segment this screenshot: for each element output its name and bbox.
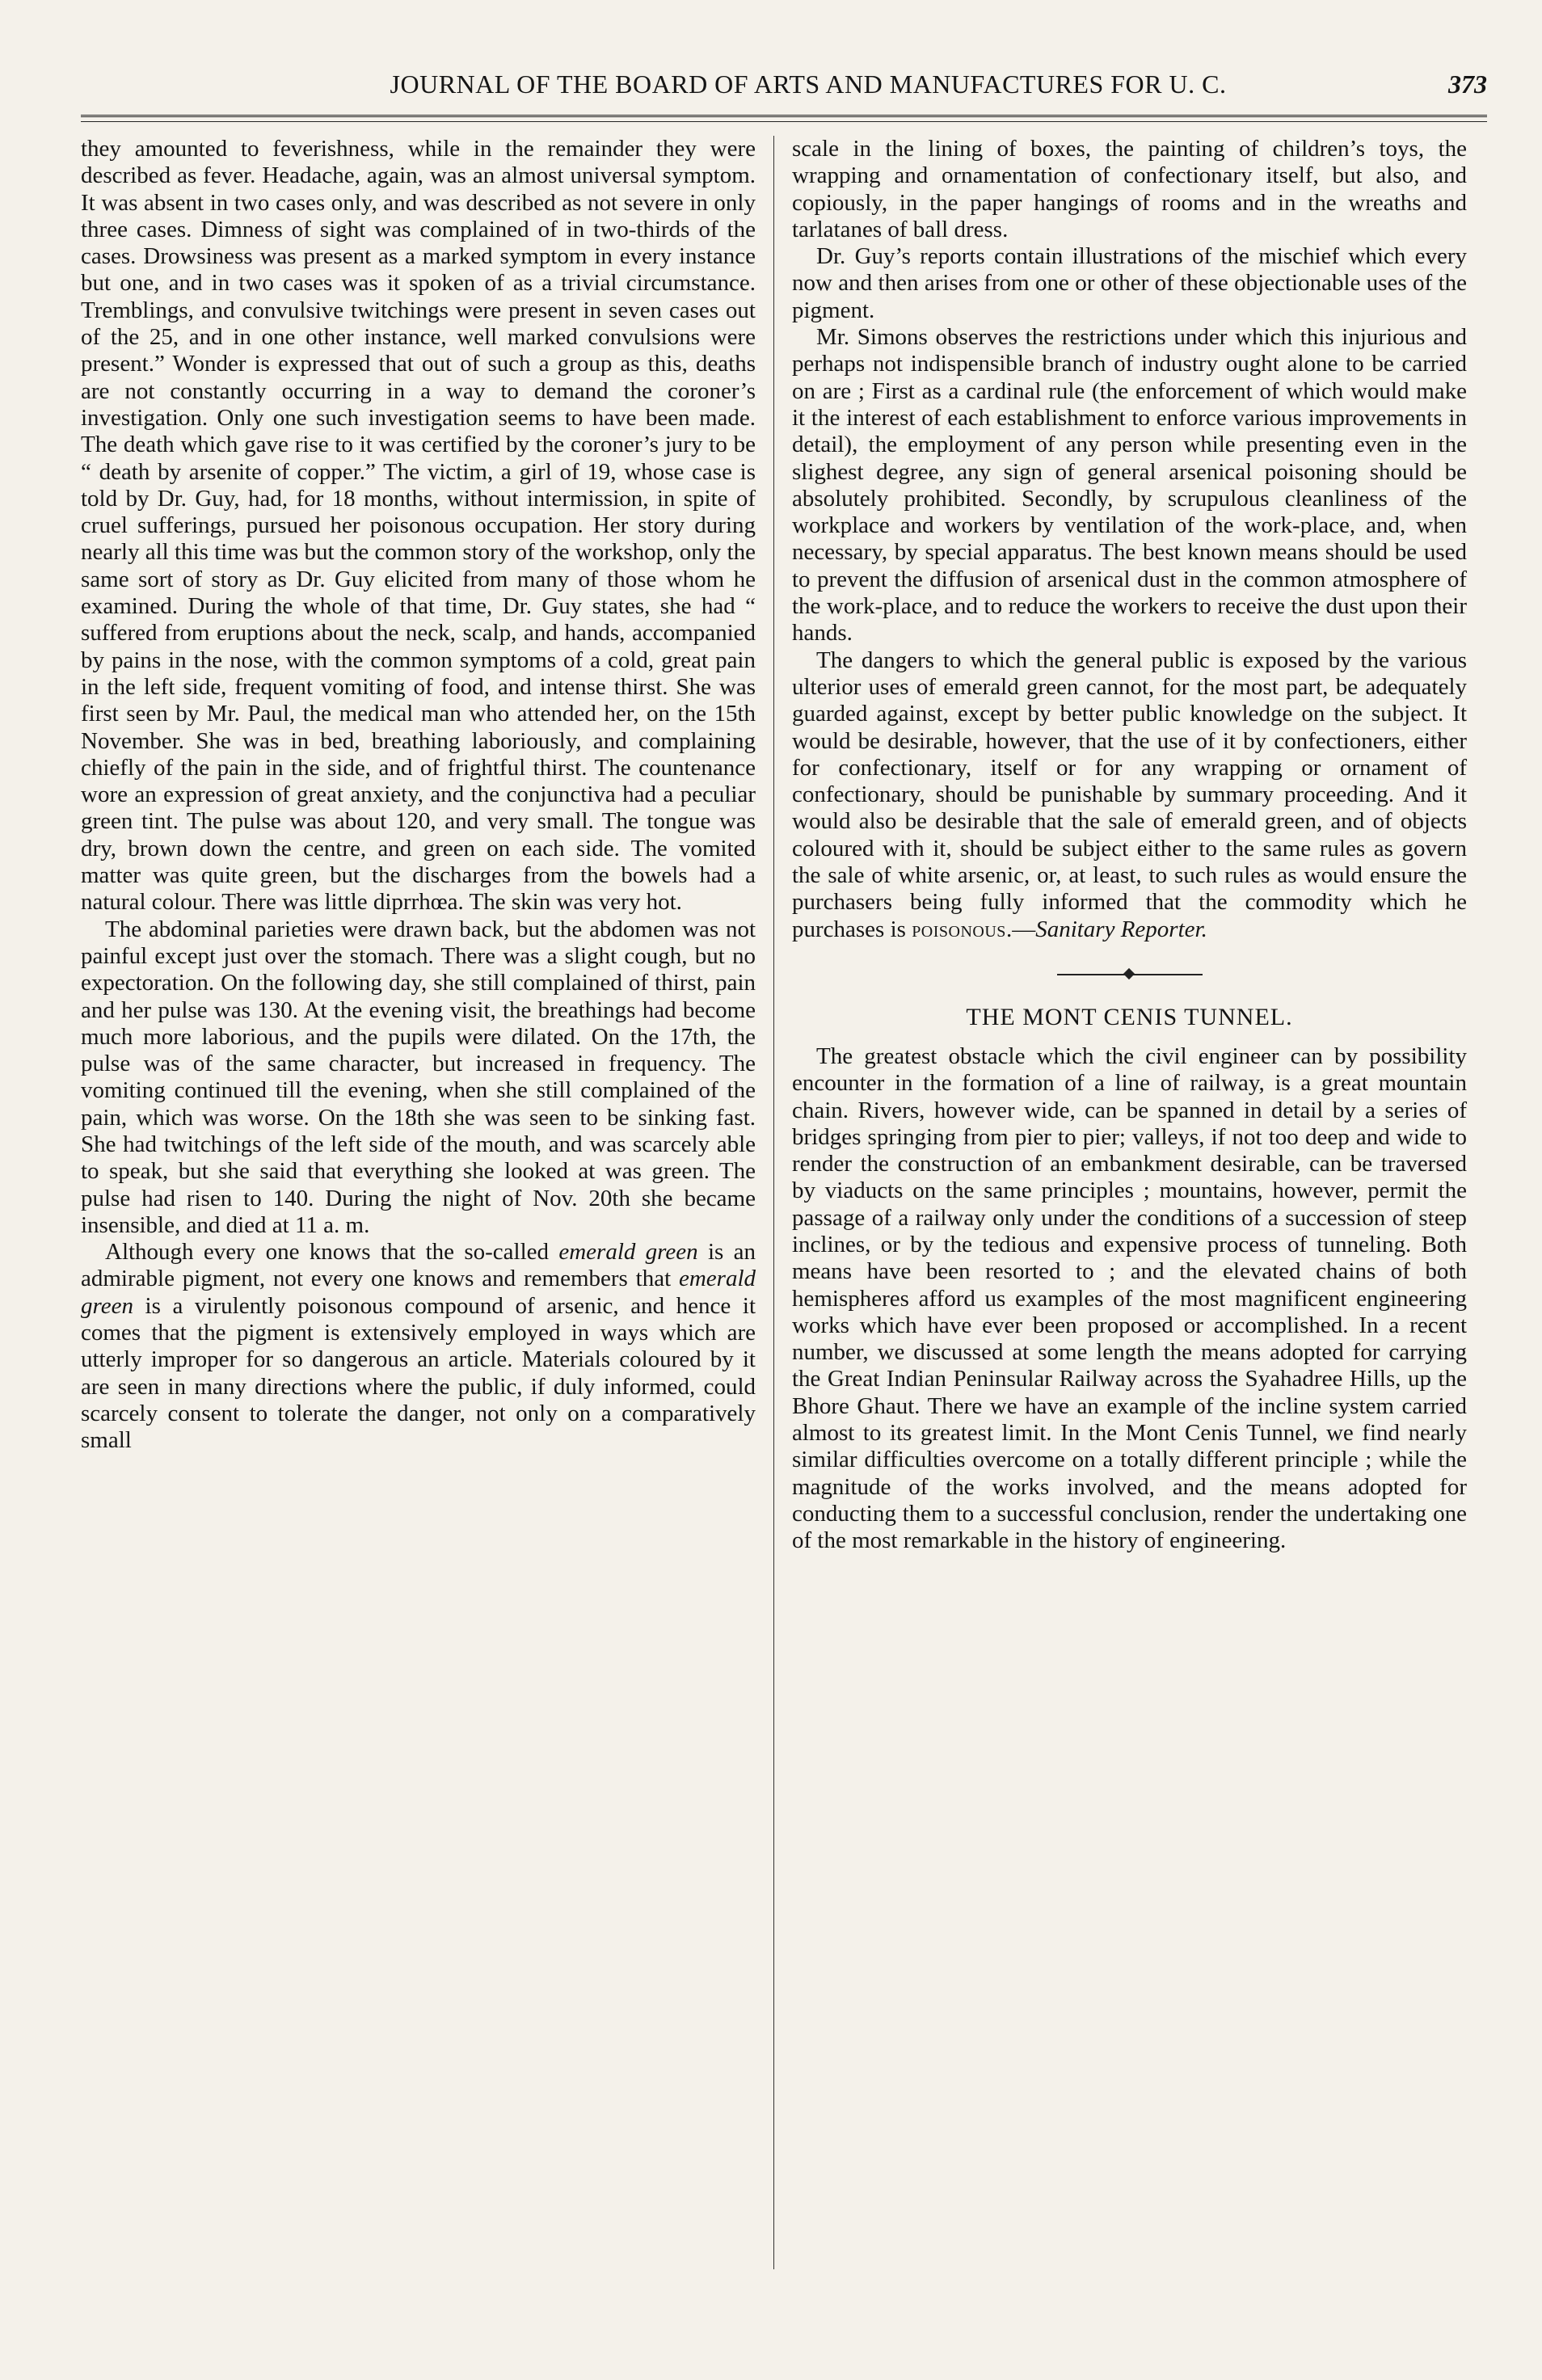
right-column <box>792 136 1467 1555</box>
emerald-green-term-1: emerald green <box>558 1239 698 1266</box>
right-paragraph-2: Dr. Guy’s reports contain illustrations of the mischief which every now and then arises from one or other of these objectionable uses of the pigment. <box>792 243 1467 323</box>
section-separator-ornament <box>1057 969 1203 980</box>
right-paragraph-4-text: The dangers to which the general public is exposed by the various ulterior uses of emerald green cannot, for the most part, be adequately guarded against, except by better public knowledge on the subject. It would be desirable, however, that the use of it by confectioners, either for confectionary, itself or for any wrapping or ornament of confectionary, should be punishable by summary proceeding. And it would also be desirable that the sale of emerald green, and of objects coloured with it, should be subject either to the same rules as govern the sale of white arsenic, or, at least, to such rules as would ensure the purchasers being fully informed that the commodity which he purchases is <box>792 647 1467 942</box>
left-paragraph-1: they amounted to feverishness, while in the remainder they were described as fever. Headache, again, was an almost universal symptom. It was absent in two cases only, and was described as not severe in only three cases. Dimness of sight was complained of in two-thirds of the cases. Drowsiness was present as a marked symptom in every instance but one, and in two cases was it spoken of as a trivial circumstance. Tremblings, and convulsive twitchings were present in seven cases out of the 25, and in one other instance, well marked convulsions were present.” Wonder is expressed that out of such a group as this, deaths are not constantly occurring in a way to demand the coroner’s investigation. Only one such investigation seems to have been made. The death which gave rise to it was certified by the coroner’s jury to be “ death by arsenite of copper.” The victim, a girl of 19, whose case is told by Dr. Guy, had, for 18 months, without intermission, in spite of cruel sufferings, pursued her poisonous occupation. Her story during nearly all this time was but the common story of the workshop, only the same sort of story as Dr. Guy elicited from many of those whom he examined. During the whole of that time, Dr. Guy states, she had “ suffered from eruptions about the neck, scalp, and hands, accompanied by pains in the nose, with the common symptoms of a cold, great pain in the left side, frequent vomiting of food, and intense thirst. She was first seen by Mr. Paul, the medical man who attended her, on the 15th November. She was in bed, breathing laboriously, and complaining chiefly of the pain in the side, and of frightful thirst. The countenance wore an expression of great anxiety, and the conjunctiva had a peculiar green tint. The pulse was about 120, and very small. The tongue was dry, brown down the centre, and green on each side. The vomited matter was quite green, but the discharges from the bowels had a natural colour. There was little diprrhœa. The skin was very hot. <box>81 136 756 916</box>
right-paragraph-4 <box>792 647 1467 943</box>
left-paragraph-3-part-b: is an admirable pigment, not every one knows and remembers that <box>81 1239 756 1292</box>
source-attribution: Sanitary Reporter. <box>1035 916 1207 942</box>
journal-title: JOURNAL OF THE BOARD OF ARTS AND MANUFACTURES FOR U. C. <box>390 70 1227 99</box>
left-column <box>81 136 756 1455</box>
header-rule <box>81 115 1487 117</box>
attribution-dash: .— <box>1005 916 1036 942</box>
right-paragraph-5: The greatest obstacle which the civil engineer can by possibility encounter in the formation of a line of railway, is a great mountain chain. Rivers, however wide, can be spanned in detail by a series of bridges springing from pier to pier; valleys, if not too deep and wide to render the construction of an embankment desirable, can be traversed by viaducts on the same principles ; mountains, however, permit the passage of a railway only under the conditions of a succession of steep inclines, or by the tedious and expensive process of tunneling. Both means have been resorted to ; and the elevated chains of both hemispheres afford us examples of the most magnificent engineering works which have ever been proposed or accomplished. In a recent number, we discussed at some length the means adopted for carrying the Great Indian Peninsular Railway across the Syahadree Hills, up the Bhore Ghaut. There we have an example of the incline system carried almost to its greatest limit. In the Mont Cenis Tunnel, we find nearly similar difficulties overcome on a totally different principle ; while the magnitude of the works involved, and the means adopted for conducting them to a successful conclusion, render the undertaking one of the most remarkable in the history of engineering. <box>792 1043 1467 1554</box>
poisonous-term: poisonous <box>912 916 1006 942</box>
page-number: 373 <box>1448 70 1487 99</box>
left-paragraph-3 <box>81 1239 756 1454</box>
section-title: THE MONT CENIS TUNNEL. <box>966 1003 1293 1030</box>
left-paragraph-2: The abdominal parieties were drawn back, but the abdomen was not painful except just over the stomach. There was a slight cough, but no expectoration. On the following day, she still complained of thirst, pain and her pulse was 130. At the evening visit, the breathings had become much more laborious, and the pupils were dilated. On the 17th, the pulse was of the same character, but increased in frequency. The vomiting continued till the evening, when she still complained of the pain, which was worse. On the 18th she was seen to be sinking fast. She had twitchings of the left side of the mouth, and was scarcely able to speak, but she said that everything she looked at was green. The pulse had risen to 140. During the night of Nov. 20th she became insensible, and died at 11 a. m. <box>81 916 756 1238</box>
right-paragraph-1: scale in the lining of boxes, the painting of children’s toys, the wrapping and ornamentation of confectionary itself, but also, and copiously, in the paper hangings of rooms and in the wreaths and tarlatanes of ball dress. <box>792 136 1467 242</box>
header-rule-thin <box>81 121 1487 122</box>
right-paragraph-3: Mr. Simons observes the restrictions under which this injurious and perhaps not indispensible branch of industry ought alone to be carried on are ; First as a cardinal rule (the enforcement of which would make it the interest of each establishment to enforce various improvements in detail), the employment of any person while presenting even in the slighest degree, any sign of general arsenical poisoning should be absolutely prohibited. Secondly, by scrupulous cleanliness of the workplace and workers by ventilation of the work-place, and, when necessary, by special apparatus. The best known means should be used to prevent the diffusion of arsenical dust in the common atmosphere of the work-place, and to reduce the workers to receive the dust upon their hands. <box>792 324 1467 647</box>
emerald-green-term-2: emerald green <box>81 1266 756 1319</box>
left-paragraph-3-part-a: Although every one knows that the so-called <box>105 1239 559 1266</box>
separator-diamond-icon <box>1123 968 1134 979</box>
running-head <box>81 66 1487 107</box>
left-paragraph-3-part-c: is a virulently poisonous compound of arsenic, and hence it comes that the pigment is extensively employed in ways which are utterly improper for so dangerous an article. Materials coloured by it are seen in many directions where the public, if duly informed, could scarcely consent to tolerate the danger, not only on a comparatively small <box>81 1292 756 1454</box>
column-divider <box>773 136 774 2269</box>
